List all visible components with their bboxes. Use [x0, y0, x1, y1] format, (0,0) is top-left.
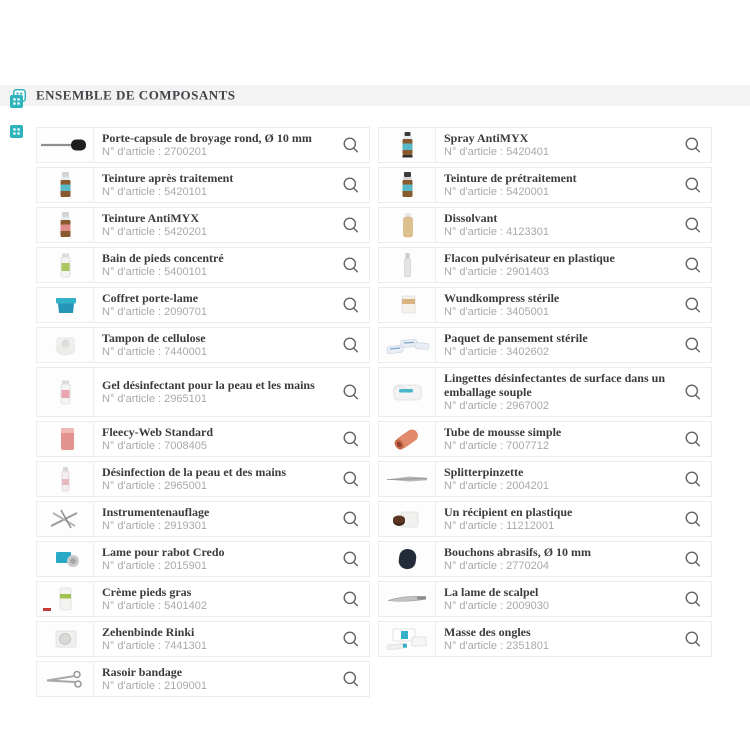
product-article-number: N° d'article : 5420401 [444, 146, 549, 158]
product-article-number: N° d'article : 2015901 [102, 560, 207, 572]
product-title: Tampon de cellulose [102, 331, 206, 345]
thumbnail-scissors [37, 662, 94, 696]
product-info [436, 542, 711, 576]
magnifier-icon[interactable] [684, 383, 702, 401]
product-article-number: N° d'article : 7441301 [102, 640, 207, 652]
product-article-number: N° d'article : 2004201 [444, 480, 549, 492]
product-info [436, 168, 711, 202]
product-tile[interactable] [378, 127, 712, 163]
thumbnail-teal-box [37, 288, 94, 322]
product-tile[interactable] [378, 421, 712, 457]
product-title: Gel désinfectant pour la peau et les mains [102, 378, 315, 392]
product-title: Un récipient en plastique [444, 505, 573, 519]
magnifier-icon[interactable] [342, 256, 360, 274]
magnifier-icon[interactable] [684, 336, 702, 354]
product-article-number: N° d'article : 3405001 [444, 306, 549, 318]
grid-marker-icon[interactable] [10, 95, 23, 108]
grid-marker-icon[interactable] [10, 125, 23, 138]
product-title: Coffret porte-lame [102, 291, 199, 305]
product-tile[interactable] [36, 541, 370, 577]
product-info [436, 208, 711, 242]
product-title: Wundkompress stérile [444, 291, 560, 305]
product-title: Teinture AntiMYX [102, 211, 200, 225]
product-tile[interactable] [378, 327, 712, 363]
product-info [94, 462, 369, 496]
product-info [94, 328, 369, 362]
thumbnail-credo-blade-box [37, 542, 94, 576]
product-info [436, 462, 711, 496]
product-info [436, 502, 711, 536]
product-title: Paquet de pansement stérile [444, 331, 588, 345]
magnifier-icon[interactable] [342, 590, 360, 608]
section-title: ENSEMBLE DE COMPOSANTS [36, 87, 236, 102]
product-tile[interactable] [378, 501, 712, 537]
product-article-number: N° d'article : 7007712 [444, 440, 549, 452]
product-article-number: N° d'article : 5420201 [102, 226, 207, 238]
product-article-number: N° d'article : 2770204 [444, 560, 549, 572]
magnifier-icon[interactable] [684, 630, 702, 648]
magnifier-icon[interactable] [342, 550, 360, 568]
product-article-number: N° d'article : 11212001 [444, 520, 555, 532]
product-article-number: N° d'article : 5420001 [444, 186, 549, 198]
product-info [436, 128, 711, 162]
product-info [94, 542, 369, 576]
thumbnail-bottle-pink-label [37, 368, 94, 416]
product-tile[interactable] [378, 581, 712, 617]
product-article-number: N° d'article : 2965101 [102, 393, 207, 405]
thumbnail-dropper-bottle-teal [37, 168, 94, 202]
product-article-number: N° d'article : 2700201 [102, 146, 207, 158]
product-title: Lame pour rabot Credo [102, 545, 225, 559]
thumbnail-spray-bottle-teal [379, 128, 436, 162]
magnifier-icon[interactable] [684, 590, 702, 608]
product-article-number: N° d'article : 2009030 [444, 600, 549, 612]
product-info [94, 208, 369, 242]
magnifier-icon[interactable] [684, 256, 702, 274]
magnifier-icon[interactable] [342, 336, 360, 354]
product-title: Bain de pieds concentré [102, 251, 224, 265]
product-title: Teinture après traitement [102, 171, 234, 185]
product-tile[interactable] [378, 207, 712, 243]
thumbnail-scalpel-blade [379, 582, 436, 616]
product-title: La lame de scalpel [444, 585, 539, 599]
magnifier-icon[interactable] [684, 470, 702, 488]
thumbnail-compress-box [379, 288, 436, 322]
product-info [94, 248, 369, 282]
magnifier-icon[interactable] [684, 550, 702, 568]
product-tile[interactable] [36, 287, 370, 323]
magnifier-icon[interactable] [342, 470, 360, 488]
thumbnail-bottle-tan [379, 208, 436, 242]
section-header [0, 85, 750, 106]
thumbnail-cellulose-roll [37, 328, 94, 362]
product-tile[interactable] [36, 327, 370, 363]
product-title: Spray AntiMYX [444, 131, 529, 145]
product-title: Instrumentenauflage [102, 505, 210, 519]
product-tile[interactable] [378, 287, 712, 323]
product-article-number: N° d'article : 2351801 [444, 640, 549, 652]
thumbnail-pink-pack [37, 422, 94, 456]
product-title: Masse des ongles [444, 625, 531, 639]
product-tile[interactable] [36, 581, 370, 617]
product-tile[interactable] [36, 127, 370, 163]
product-article-number: N° d'article : 7440001 [102, 346, 207, 358]
product-info [436, 288, 711, 322]
product-info [436, 368, 711, 416]
thumbnail-abrasive-cap [379, 542, 436, 576]
thumbnail-foam-tube [379, 422, 436, 456]
magnifier-icon[interactable] [342, 383, 360, 401]
thumbnail-nail-mass-kit [379, 622, 436, 656]
product-info [94, 368, 369, 416]
product-tile[interactable] [36, 421, 370, 457]
product-info [436, 248, 711, 282]
product-info [436, 622, 711, 656]
thumbnail-wipes-pack [379, 368, 436, 416]
product-article-number: N° d'article : 2109001 [102, 680, 207, 692]
thumbnail-plastic-container [379, 502, 436, 536]
product-article-number: N° d'article : 7008405 [102, 440, 207, 452]
thumbnail-crossed-instruments [37, 502, 94, 536]
product-info [436, 422, 711, 456]
product-tile[interactable] [36, 621, 370, 657]
product-title: Désinfection de la peau et des mains [102, 465, 286, 479]
product-tile[interactable] [36, 207, 370, 243]
product-info [94, 128, 369, 162]
magnifier-icon[interactable] [684, 216, 702, 234]
product-tile[interactable] [378, 621, 712, 657]
product-info [94, 422, 369, 456]
magnifier-icon[interactable] [342, 510, 360, 528]
product-article-number: N° d'article : 5400101 [102, 266, 207, 278]
product-article-number: N° d'article : 2090701 [102, 306, 207, 318]
product-tile[interactable] [36, 501, 370, 537]
magnifier-icon[interactable] [342, 296, 360, 314]
product-title: Tube de mousse simple [444, 425, 562, 439]
product-title: Splitterpinzette [444, 465, 524, 479]
magnifier-icon[interactable] [342, 670, 360, 688]
product-title: Crème pieds gras [102, 585, 192, 599]
product-article-number: N° d'article : 2967002 [444, 400, 549, 412]
thumbnail-bottle-green-label [37, 248, 94, 282]
product-article-number: N° d'article : 5401402 [102, 600, 207, 612]
thumbnail-dressing-packs [379, 328, 436, 362]
product-info [94, 502, 369, 536]
product-tile[interactable] [378, 367, 712, 417]
thumbnail-tube-green-label [37, 582, 94, 616]
magnifier-icon[interactable] [342, 216, 360, 234]
magnifier-icon[interactable] [684, 510, 702, 528]
thumbnail-bandage-pack [37, 622, 94, 656]
product-info [94, 288, 369, 322]
product-tile[interactable] [36, 167, 370, 203]
product-tile[interactable] [378, 541, 712, 577]
magnifier-icon[interactable] [684, 176, 702, 194]
magnifier-icon[interactable] [342, 630, 360, 648]
product-info [94, 168, 369, 202]
product-title: Flacon pulvérisateur en plastique [444, 251, 615, 265]
product-tile[interactable] [378, 167, 712, 203]
thumbnail-tweezers [379, 462, 436, 496]
product-title: Bouchons abrasifs, Ø 10 mm [444, 545, 592, 559]
product-info [436, 328, 711, 362]
product-article-number: N° d'article : 4123301 [444, 226, 549, 238]
product-title: Lingettes désinfectantes de surface dans un emballage souple [444, 371, 665, 399]
thumbnail-slim-plastic-bottle [379, 248, 436, 282]
product-article-number: N° d'article : 2901403 [444, 266, 549, 278]
magnifier-icon[interactable] [684, 430, 702, 448]
product-title: Fleecy-Web Standard [102, 425, 213, 439]
product-article-number: N° d'article : 5420101 [102, 186, 207, 198]
product-title: Dissolvant [444, 211, 498, 225]
product-tile[interactable] [36, 367, 370, 417]
magnifier-icon[interactable] [342, 430, 360, 448]
product-info [94, 662, 369, 696]
thumbnail-bur-holder [37, 128, 94, 162]
product-title: Porte-capsule de broyage rond, Ø 10 mm [102, 131, 312, 145]
magnifier-icon[interactable] [342, 176, 360, 194]
product-article-number: N° d'article : 2965001 [102, 480, 207, 492]
thumbnail-slim-spray-pink [37, 462, 94, 496]
magnifier-icon[interactable] [684, 296, 702, 314]
product-tile[interactable] [36, 247, 370, 283]
product-tile[interactable] [378, 461, 712, 497]
product-info [94, 622, 369, 656]
components-grid [36, 127, 712, 697]
thumbnail-dropper-bottle-red [37, 208, 94, 242]
product-title: Rasoir bandage [102, 665, 183, 679]
thumbnail-dropper-bottle-teal-darkcap [379, 168, 436, 202]
magnifier-icon[interactable] [684, 136, 702, 154]
product-info [94, 582, 369, 616]
product-info [436, 582, 711, 616]
product-tile[interactable] [36, 461, 370, 497]
product-tile[interactable] [378, 247, 712, 283]
product-title: Zehenbinde Rinki [102, 625, 195, 639]
product-tile[interactable] [36, 661, 370, 697]
product-article-number: N° d'article : 2919301 [102, 520, 207, 532]
product-title: Teinture de prétraitement [444, 171, 577, 185]
magnifier-icon[interactable] [342, 136, 360, 154]
product-article-number: N° d'article : 3402602 [444, 346, 549, 358]
